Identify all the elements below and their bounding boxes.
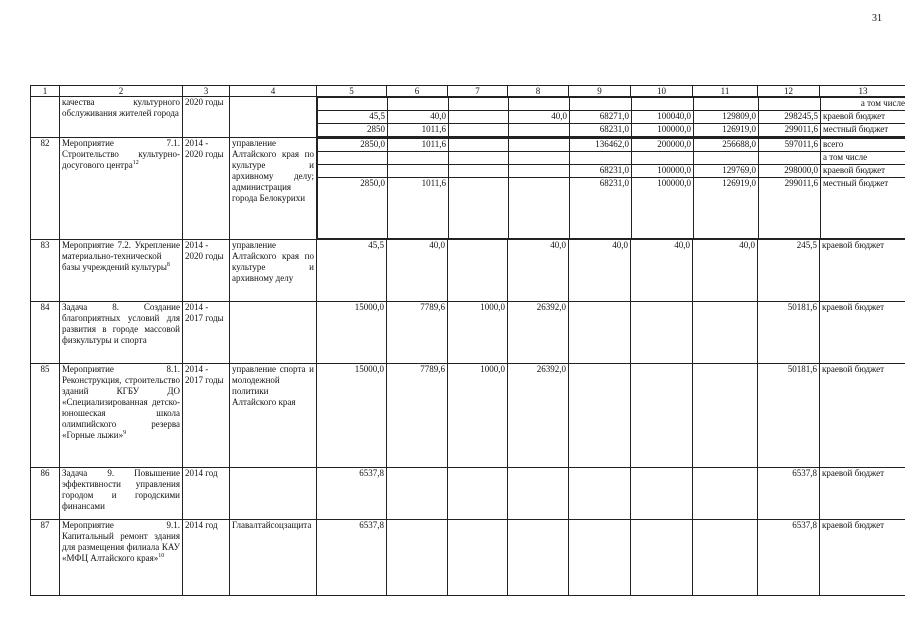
years-cell: 2014 год — [183, 520, 230, 596]
source-cell: краевой бюджет — [820, 520, 905, 596]
activity-name: Задача 9. Повышение эффективности управления городом и городскими финансами — [60, 468, 183, 520]
years-cell: 2020 годы — [183, 97, 230, 138]
sub-line — [318, 152, 905, 165]
source-cell: местный бюджет — [821, 124, 905, 137]
source-cell: местный бюджет — [821, 178, 905, 239]
value-cell: 100000,0 — [632, 165, 694, 178]
value-cell: 1011,6 — [388, 139, 449, 152]
value-cell — [387, 468, 448, 520]
executor-cell: управление Алтайского края по культуре и архивному делу; администрация города Белокурихи — [230, 138, 317, 240]
table-row — [31, 364, 905, 468]
header-cell: 4 — [230, 86, 317, 97]
value-cell: 100040,0 — [632, 111, 694, 124]
value-cell — [508, 468, 569, 520]
value-cell — [449, 165, 509, 178]
activity-name: качества культурного обслуживания жителей города — [60, 97, 183, 138]
value-cell: 40,0 — [509, 111, 570, 124]
value-cell: 2850,0 — [318, 178, 388, 239]
amounts-block — [317, 97, 905, 138]
value-cell — [631, 302, 693, 364]
value-cell — [509, 139, 570, 152]
executor-cell: управление Алтайского края по культуре и архивному делу — [230, 240, 317, 302]
header-cell: 7 — [448, 86, 508, 97]
value-cell: 45,5 — [318, 111, 388, 124]
value-cell — [509, 124, 570, 137]
source-cell: а том числе — [821, 98, 905, 111]
value-cell: 126919,0 — [694, 178, 759, 239]
sub-line — [318, 98, 905, 111]
value-cell: 40,0 — [631, 240, 693, 302]
header-cell: 9 — [569, 86, 631, 97]
value-cell: 129769,0 — [694, 165, 759, 178]
row-number: 87 — [31, 520, 60, 596]
table-row — [31, 97, 905, 138]
header-cell: 1 — [31, 86, 60, 97]
header-cell: 11 — [693, 86, 758, 97]
value-cell: 50181,6 — [758, 302, 820, 364]
value-cell — [693, 468, 758, 520]
value-cell: 1000,0 — [448, 302, 508, 364]
source-cell: краевой бюджет — [821, 165, 905, 178]
value-cell: 298245,5 — [759, 111, 821, 124]
budget-table — [30, 85, 905, 596]
value-cell — [693, 302, 758, 364]
value-cell — [693, 520, 758, 596]
row-number: 83 — [31, 240, 60, 302]
value-cell — [569, 364, 631, 468]
value-cell: 50181,6 — [758, 364, 820, 468]
header-cell: 13 — [820, 86, 905, 97]
value-cell — [569, 302, 631, 364]
header-cell: 8 — [508, 86, 569, 97]
value-cell — [509, 165, 570, 178]
activity-name: Задача 8. Создание благоприятных условий для развития в городе массовой физкультуры и спорта — [60, 302, 183, 364]
table-row — [31, 138, 905, 240]
activity-name: Мероприятие 7.1. Строительство культурно-досугового центра$^{12}$ — [60, 138, 183, 240]
activity-name: Мероприятие 7.2. Укрепление материально-технической базы учреждений культуры$^8$ — [60, 240, 183, 302]
years-cell: 2014 - 2020 годы — [183, 138, 230, 240]
header-cell: 5 — [317, 86, 387, 97]
table-row — [31, 468, 905, 520]
value-cell: 40,0 — [388, 111, 449, 124]
value-cell: 100000,0 — [632, 124, 694, 137]
sub-line — [318, 111, 905, 124]
value-cell: 7789,6 — [387, 302, 448, 364]
value-cell — [318, 165, 388, 178]
value-cell: 26392,0 — [508, 302, 569, 364]
years-cell: 2014 - 2017 годы — [183, 364, 230, 468]
value-cell — [448, 520, 508, 596]
row-number: 82 — [31, 138, 60, 240]
table-row — [31, 302, 905, 364]
value-cell — [448, 468, 508, 520]
value-cell: 15000,0 — [317, 302, 387, 364]
value-cell — [569, 520, 631, 596]
value-cell — [631, 468, 693, 520]
value-cell: 245,5 — [758, 240, 820, 302]
source-cell: краевой бюджет — [820, 468, 905, 520]
value-cell: 40,0 — [569, 240, 631, 302]
value-cell: 6537,8 — [758, 468, 820, 520]
sub-lines — [317, 138, 905, 239]
value-cell: 68231,0 — [570, 178, 632, 239]
value-cell: 299011,6 — [759, 178, 821, 239]
value-cell: 2850 — [318, 124, 388, 137]
activity-name: Мероприятие 9.1. Капитальный ремонт здания для размещения филиала КАУ «МФЦ Алтайского края»$^{10}$ — [60, 520, 183, 596]
value-cell: 6537,8 — [758, 520, 820, 596]
value-cell: 6537,8 — [317, 520, 387, 596]
source-cell: краевой бюджет — [820, 364, 905, 468]
value-cell: 2850,0 — [318, 139, 388, 152]
row-number — [31, 97, 60, 138]
executor-cell: Главалтайсоцзащита — [230, 520, 317, 596]
amounts-block — [317, 138, 905, 240]
value-cell: 126919,0 — [694, 124, 759, 137]
sub-line — [318, 124, 905, 137]
header-cell: 10 — [631, 86, 693, 97]
sub-line — [318, 165, 905, 178]
value-cell — [631, 364, 693, 468]
value-cell: 15000,0 — [317, 364, 387, 468]
value-cell — [449, 124, 509, 137]
value-cell: 68231,0 — [570, 124, 632, 137]
row-number: 84 — [31, 302, 60, 364]
value-cell: 6537,8 — [317, 468, 387, 520]
source-cell: краевой бюджет — [820, 302, 905, 364]
value-cell — [509, 178, 570, 239]
value-cell — [388, 165, 449, 178]
value-cell: 1011,6 — [388, 124, 449, 137]
value-cell: 1000,0 — [448, 364, 508, 468]
years-cell: 2014 - 2017 годы — [183, 302, 230, 364]
row-number: 86 — [31, 468, 60, 520]
value-cell — [449, 139, 509, 152]
source-cell: краевой бюджет — [820, 240, 905, 302]
value-cell: 1011,6 — [388, 178, 449, 239]
header-row — [31, 86, 905, 97]
value-cell — [693, 364, 758, 468]
value-cell: 45,5 — [317, 240, 387, 302]
executor-cell: управление спорта и молодежной политики Алтайского края — [230, 364, 317, 468]
value-cell — [449, 111, 509, 124]
header-cell: 2 — [60, 86, 183, 97]
value-cell — [508, 520, 569, 596]
page-number: 31 — [872, 13, 882, 24]
source-cell: краевой бюджет — [821, 111, 905, 124]
row-number: 85 — [31, 364, 60, 468]
executor-cell — [230, 302, 317, 364]
value-cell: 597011,6 — [759, 139, 821, 152]
header-cell: 3 — [183, 86, 230, 97]
table-row — [31, 520, 905, 596]
value-cell: 40,0 — [693, 240, 758, 302]
sub-line — [318, 139, 905, 152]
value-cell — [387, 520, 448, 596]
value-cell: 299011,6 — [759, 124, 821, 137]
source-cell: всего — [821, 139, 905, 152]
value-cell: 100000,0 — [632, 178, 694, 239]
years-cell: 2014 год — [183, 468, 230, 520]
executor-cell — [230, 468, 317, 520]
value-cell: 40,0 — [387, 240, 448, 302]
value-cell: 129809,0 — [694, 111, 759, 124]
value-cell: 68271,0 — [570, 111, 632, 124]
header-cell: 6 — [387, 86, 448, 97]
years-cell: 2014 - 2020 годы — [183, 240, 230, 302]
value-cell — [449, 178, 509, 239]
value-cell: 26392,0 — [508, 364, 569, 468]
source-cell: а том числе — [821, 152, 905, 165]
value-cell: 68231,0 — [570, 165, 632, 178]
executor-cell — [230, 97, 317, 138]
table-row — [31, 240, 905, 302]
sub-lines — [317, 97, 905, 137]
value-cell: 200000,0 — [632, 139, 694, 152]
value-cell: 256688,0 — [694, 139, 759, 152]
value-cell: 298000,0 — [759, 165, 821, 178]
value-cell: 40,0 — [508, 240, 569, 302]
value-cell — [448, 240, 508, 302]
sub-line — [318, 178, 905, 239]
value-cell: 136462,0 — [570, 139, 632, 152]
header-cell: 12 — [758, 86, 820, 97]
value-cell — [631, 520, 693, 596]
value-cell: 7789,6 — [387, 364, 448, 468]
activity-name: Мероприятие 8.1. Реконструкция, строительство зданий КГБУ ДО «Специализированная детско-юношеская школа олимпийского резерва «Горные лыжи»$^9$ — [60, 364, 183, 468]
value-cell — [569, 468, 631, 520]
